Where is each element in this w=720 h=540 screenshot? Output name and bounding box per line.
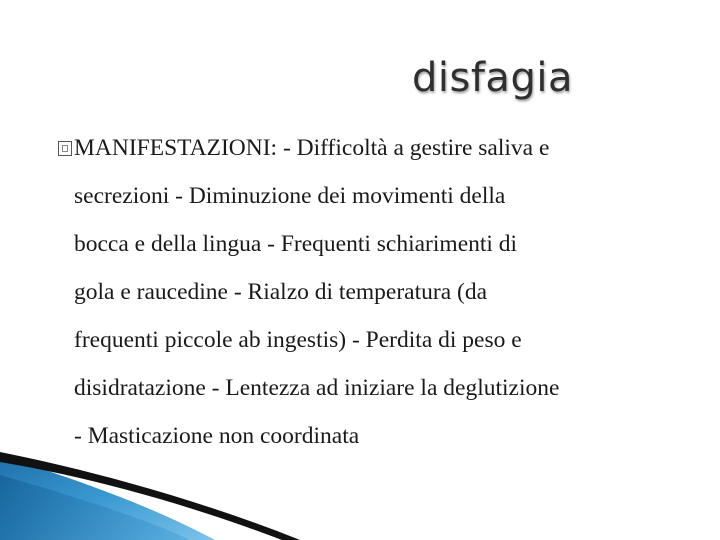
body-line-4: gola e raucedine - Rialzo di temperatura (da [74, 279, 488, 305]
body-line-5: frequenti piccole ab ingestis) - Perdita di peso e [74, 327, 522, 353]
body-line-7: - Masticazione non coordinata [74, 423, 360, 449]
body-line-3: bocca e della lingua - Frequenti schiarimenti di [74, 231, 518, 257]
body-line-6: disidratazione - Lentezza ad iniziare la deglutizione [74, 375, 560, 401]
body-line-1-text: MANIFESTAZIONI: - Difficoltà a gestire saliva e [74, 135, 550, 161]
body-line-2: secrezioni - Diminuzione dei movimenti della [74, 183, 506, 209]
blue-swoosh-highlight [0, 475, 190, 540]
slide-title: disfagia [412, 55, 573, 101]
